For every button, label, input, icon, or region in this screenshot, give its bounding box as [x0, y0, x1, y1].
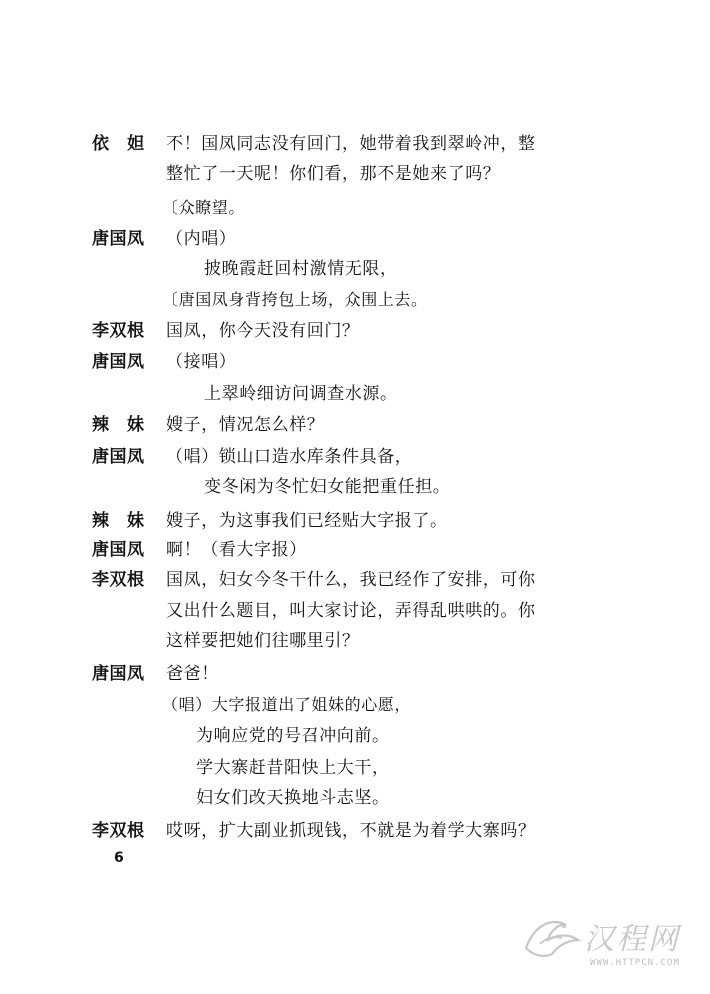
verse-text: （唱）锁山口造水库条件具备，: [166, 447, 413, 467]
verse-text: 妇女们改天换地斗志坚。: [196, 788, 390, 808]
speaker-name: 李双根: [92, 321, 145, 341]
bird-logo-icon: [520, 908, 584, 964]
stage-direction: （内唱）: [166, 229, 237, 249]
watermark-logo: [520, 908, 700, 980]
stage-direction: 〔众瞭望。: [162, 198, 246, 217]
dialogue-text: 国凤，妇女今冬干什么，我已经作了安排，可你: [166, 570, 536, 590]
speaker-name: 辣 妹: [92, 415, 145, 435]
speaker-name: 唐国凤: [92, 540, 145, 560]
page-number: 6: [114, 850, 124, 866]
speaker-name: 依 妲: [92, 134, 145, 154]
dialogue-text: 啊！（看大字报）: [166, 540, 307, 560]
verse-text: 学大寨赶昔阳快上大干，: [196, 758, 390, 778]
speaker-name: 唐国凤: [92, 229, 145, 249]
dialogue-text: 整忙了一天呢！你们看，那不是她来了吗？: [166, 164, 501, 184]
watermark-text: 汉程网: [584, 922, 680, 957]
dialogue-text: 这样要把她们往哪里引？: [166, 631, 360, 651]
verse-text: 上翠岭细访问调查水源。: [204, 384, 398, 404]
speaker-name: 唐国凤: [92, 352, 145, 372]
dialogue-text: 嫂子，为这事我们已经贴大字报了。: [166, 511, 448, 531]
watermark-url: WWW.HTTPCN.COM: [590, 958, 680, 968]
speaker-name: 辣 妹: [92, 511, 145, 531]
dialogue-text: 不！国凤同志没有回门，她带着我到翠岭冲，整: [166, 134, 536, 154]
verse-text: （唱）大字报道出了姐妹的心愿，: [162, 695, 412, 714]
dialogue-text: 国凤，你今天没有回门？: [166, 321, 360, 341]
verse-text: 变冬闲为冬忙妇女能把重任担。: [204, 477, 451, 497]
dialogue-text: 嫂子，情况怎么样？: [166, 415, 325, 435]
verse-text: 披晚霞赶回村激情无限，: [204, 259, 398, 279]
speaker-name: 李双根: [92, 821, 145, 841]
speaker-name: 唐国凤: [92, 447, 145, 467]
verse-text: 为响应党的号召冲向前。: [196, 726, 390, 746]
stage-direction: 〔唐国凤身背挎包上场，众围上去。: [162, 290, 428, 309]
dialogue-text: 又出什么题目，叫大家讨论，弄得乱哄哄的。你: [166, 601, 536, 621]
dialogue-text: 哎呀，扩大副业抓现钱，不就是为着学大寨吗？: [166, 821, 536, 841]
stage-direction: （接唱）: [166, 352, 237, 372]
speaker-name: 李双根: [92, 570, 145, 590]
dialogue-text: 爸爸！: [166, 664, 219, 684]
speaker-name: 唐国凤: [92, 664, 145, 684]
